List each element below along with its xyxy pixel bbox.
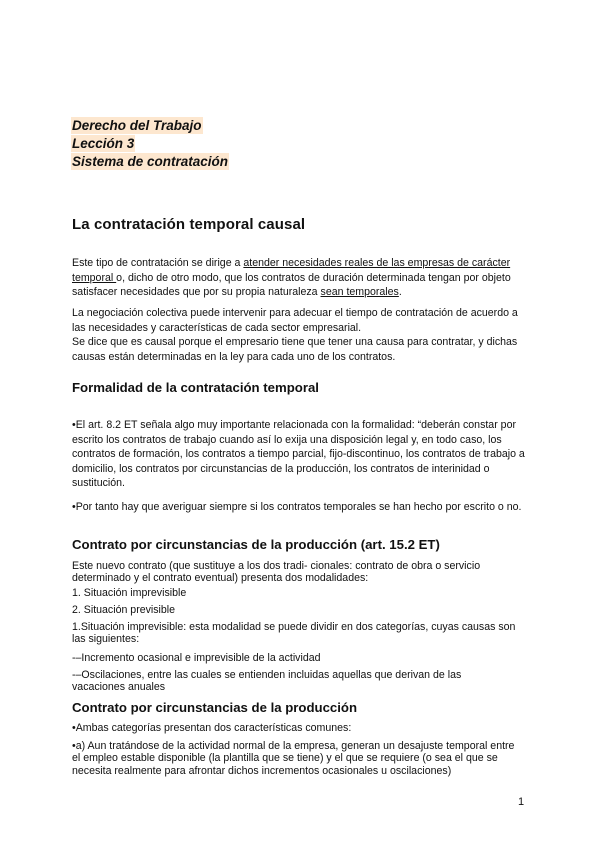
modalidad-item-2: 2. Situación previsible [72,604,176,616]
formalidad-paragraph-1: •El art. 8.2 ET señala algo muy importante relacionada con la formalidad: “deberán constar por escrito los contratos de trabajo cuando así lo exija una disposición legal y, en todo caso, los contratos de formación, los contratos a tiempo parcial, fijo-discontinuo, los contratos de trabajo a domicilio, los contratos por circunstancias de la producción, los contratos de interinidad o sustitución. [72,419,525,490]
circunstancias-paragraph-1: Este nuevo contrato (que sustituye a los dos tradi- cionales: contrato de obra o servicio determinado y el contrato eventual) presenta dos modalidades: [72,560,481,585]
header-subject: Derecho del Trabajo [72,118,202,133]
header-topic: Sistema de contratación [72,154,229,169]
caracteristicas-paragraph-1: •Ambas categorías presentan dos características comunes: [72,722,352,734]
circunstancias-dash-1: -–Incremento ocasional e imprevisible de la actividad [72,652,321,664]
formalidad-paragraph-2: •Por tanto hay que averiguar siempre si los contratos temporales se han hecho por escrito o no. [72,501,522,513]
intro-text-a: Este tipo de contratación se dirige a [72,257,244,269]
circunstancias-paragraph-2: 1.Situación imprevisible: esta modalidad se puede dividir en dos categorías, cuyas causas son las siguientes: [72,621,516,646]
section-heading-formalidad: Formalidad de la contratación temporal [72,380,319,395]
intro-paragraph [72,256,534,300]
circunstancias-dash-2: -–Oscilaciones, entre las cuales se entienden incluidas aquellas que derivan de las vacaciones anuales [72,669,462,694]
header-lesson: Lección 3 [72,136,135,151]
section-heading-circunstancias: Contrato por circunstancias de la producción (art. 15.2 ET) [72,537,440,552]
caracteristicas-paragraph-2: •a) Aun tratándose de la actividad normal de la empresa, generan un desajuste temporal entre el empleo estable disponible (la plantilla que se tiene) y el que se requiere (o sea el que se necesita realmente para afrontar dichos incrementos ocasionales u oscilaciones) [72,740,515,777]
intro-underlined-1: atender necesidades reales de las empresas de carácter temporal [72,257,511,284]
modalidad-item-1: 1. Situación imprevisible [72,587,187,599]
intro-paragraph-2: La negociación colectiva puede intervenir para adecuar el tiempo de contratación de acuerdo a las necesidades y características de cada sector empresarial. [72,307,518,334]
page-title: La contratación temporal causal [72,216,306,233]
intro-underlined-2: sean temporales [320,286,399,299]
page-number: 1 [518,796,525,808]
intro-text-b: o, dicho de otro modo, que los contratos de duración determinada tengan por objeto satisfacer necesidades que por su propia naturaleza [72,271,511,299]
intro-text-c: . [398,286,402,299]
section-heading-caracteristicas: Contrato por circunstancias de la producción [72,700,358,715]
intro-paragraph-3: Se dice que es causal porque el empresario tiene que tener una causa para contratar, y dichas causas están determinadas en la ley para cada uno de los contratos. [72,336,518,363]
